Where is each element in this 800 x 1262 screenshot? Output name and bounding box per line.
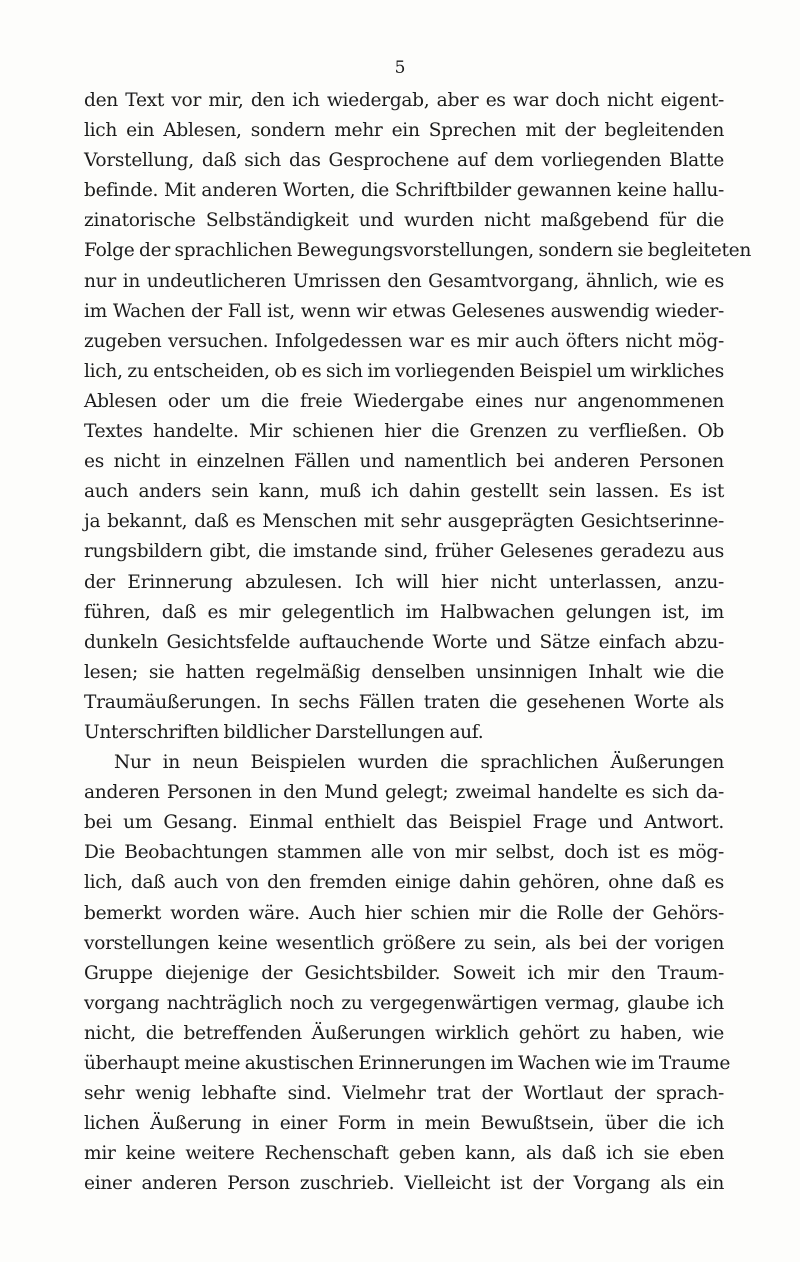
page-number: 5 xyxy=(394,58,406,78)
text-line: überhaupt meine akustischen Erinnerungen im Wachen wie im Traume xyxy=(84,1053,731,1074)
text-line: ja bekannt, daß es Menschen mit sehr ausgeprägten Gesichtserinne- xyxy=(84,511,724,533)
text-line: nur in undeutlicheren Umrissen den Gesamtvorgang, ähnlich, wie es xyxy=(84,270,724,292)
text-line: auch anders sein kann, muß ich dahin gestellt sein lassen. Es ist xyxy=(84,481,724,503)
text-line: Folge der sprachlichen Bewegungsvorstellungen, sondern sie begleiteten xyxy=(84,240,751,262)
text-line: lich ein Ablesen, sondern mehr ein Sprechen mit der begleitenden xyxy=(84,120,724,142)
text-line: lich, daß auch von den fremden einige dahin gehören, ohne daß es xyxy=(84,872,724,894)
text-line: vorstellungen keine wesentlich größere zu sein, als bei der vorigen xyxy=(84,932,724,954)
text-line: mir keine weitere Rechenschaft geben kann, als daß ich sie eben xyxy=(84,1143,724,1165)
text-line: anderen Personen in den Mund gelegt; zweimal handelte es sich da- xyxy=(84,782,724,804)
text-line: rungsbildern gibt, die imstande sind, früher Gelesenes geradezu aus xyxy=(84,541,724,563)
text-line: vorgang nachträglich noch zu vergegenwärtigen vermag, glaube ich xyxy=(84,992,724,1014)
text-line: Vorstellung, daß sich das Gesprochene auf dem vorliegenden Blatte xyxy=(84,150,724,172)
body-text xyxy=(84,86,751,1199)
text-line: führen, daß es mir gelegentlich im Halbwachen gelungen ist, im xyxy=(84,601,724,623)
text-line: lich, zu entscheiden, ob es sich im vorliegenden Beispiel um wirkliches xyxy=(84,360,724,382)
text-line: zinatorische Selbständigkeit und wurden nicht maßgebend für die xyxy=(84,210,724,232)
text-line: Ablesen oder um die freie Wiedergabe eines nur angenommenen xyxy=(84,390,724,412)
text-line: sehr wenig lebhafte sind. Vielmehr trat der Wortlaut der sprach- xyxy=(84,1083,724,1105)
text-line: es nicht in einzelnen Fällen und namentlich bei anderen Personen xyxy=(84,451,724,473)
text-line: Nur in neun Beispielen wurden die sprachlichen Äußerungen xyxy=(114,752,724,774)
text-line: Gruppe diejenige der Gesichtsbilder. Soweit ich mir den Traum- xyxy=(84,962,724,984)
text-line: befinde. Mit anderen Worten, die Schriftbilder gewannen keine hallu- xyxy=(84,180,724,202)
text-line: Textes handelte. Mir schienen hier die Grenzen zu verfließen. Ob xyxy=(84,421,724,443)
text-line: bemerkt worden wäre. Auch hier schien mir die Rolle der Gehörs- xyxy=(84,902,724,924)
text-line: Unterschriften bildlicher Darstellungen auf. xyxy=(84,721,484,743)
text-line: einer anderen Person zuschrieb. Vielleicht ist der Vorgang als ein xyxy=(84,1173,724,1195)
text-line: dunkeln Gesichtsfelde auftauchende Worte und Sätze einfach abzu- xyxy=(84,631,724,653)
text-line: im Wachen der Fall ist, wenn wir etwas Gelesenes auswendig wieder- xyxy=(84,300,724,322)
text-line: zugeben versuchen. Infolgedessen war es mir auch öfters nicht mög- xyxy=(84,330,724,352)
text-line: bei um Gesang. Einmal enthielt das Beispiel Frage und Antwort. xyxy=(84,812,724,834)
text-line: den Text vor mir, den ich wiedergab, aber es war doch nicht eigent- xyxy=(84,90,724,111)
text-line: nicht, die betreffenden Äußerungen wirklich gehört zu haben, wie xyxy=(84,1022,724,1044)
text-line: Die Beobachtungen stammen alle von mir selbst, doch ist es mög- xyxy=(84,842,724,864)
text-line: lichen Äußerung in einer Form in mein Bewußtsein, über die ich xyxy=(84,1113,724,1135)
text-line: Traumäußerungen. In sechs Fällen traten die gesehenen Worte als xyxy=(84,691,724,713)
text-line: der Erinnerung abzulesen. Ich will hier nicht unterlassen, anzu- xyxy=(84,571,724,593)
text-line: lesen; sie hatten regelmäßig denselben unsinnigen Inhalt wie die xyxy=(84,661,724,683)
